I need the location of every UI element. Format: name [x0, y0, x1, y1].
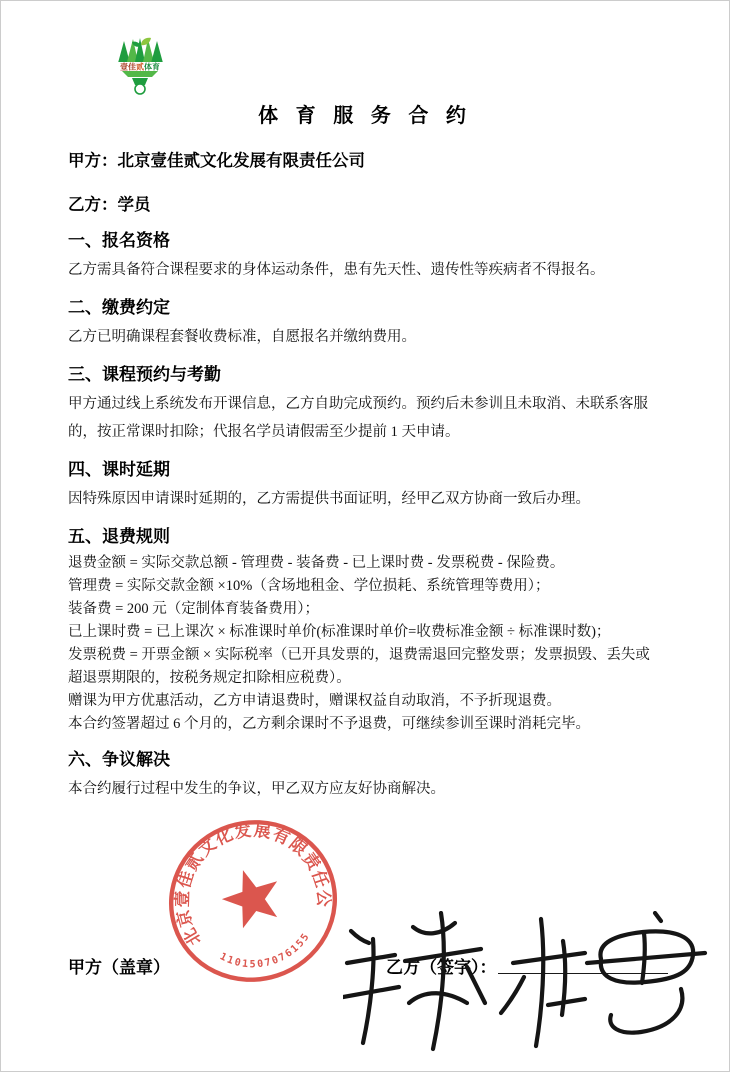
attended-fee-line: 已上课时费 = 已上课次 × 标准课时单价(标准课时单价=收费标准金额 ÷ 标准课时数)；: [68, 624, 611, 640]
svg-text:1101507076155: [216, 924, 318, 984]
section-4-heading: 四、课时延期: [68, 460, 170, 479]
party-a-line: 甲方：北京壹佳贰文化发展有限责任公司: [68, 152, 365, 170]
seal-registration-number: 1101507076155: [217, 930, 313, 971]
section-1-heading: 一、报名资格: [68, 231, 170, 250]
invoice-tax-line: 发票税费 = 开票金额 × 实际税率（已开具发票的，退费需退回完整发票；发票损毁、丢失或超退票期限的，按税务规定扣除相应税费）。: [68, 647, 650, 686]
gift-class-line: 赠课为甲方优惠活动，乙方申请退费时，赠课权益自动取消，不予折现退费。: [68, 693, 561, 709]
section-3-heading: 三、课程预约与考勤: [68, 365, 221, 384]
seal-star-icon: [215, 861, 287, 932]
party-b-line: 乙方：学员: [68, 196, 151, 214]
signature-area: [68, 807, 662, 1069]
handwritten-signature: [343, 911, 709, 1053]
six-month-line: 本合约签署超过 6 个月的，乙方剩余课时不予退费，可继续参训至课时消耗完毕。: [68, 716, 590, 732]
party-b-sign-label: 乙方（签字）：: [386, 958, 497, 977]
section-2-heading: 二、缴费约定: [68, 298, 170, 317]
section-6-heading: 六、争议解决: [68, 750, 170, 769]
section-6-paragraph: 本合约履行过程中发生的争议，甲乙双方应友好协商解决。: [68, 781, 445, 797]
shuttlecock-logo-icon: [108, 37, 172, 95]
management-fee-line: 管理费 = 实际交款金额 ×10%（含场地租金、学位损耗、系统管理等费用）；: [68, 578, 550, 594]
section-1-paragraph: 乙方需具备符合课程要求的身体运动条件，患有先天性、遗传性等疾病者不得报名。: [68, 262, 605, 278]
logo-text: 壹佳贰体育: [120, 62, 160, 72]
seal-company-name: 北京壹佳贰文化发展有限责任公司: [172, 820, 334, 949]
company-logo: [108, 37, 172, 95]
refund-formula-line: 退费金额 = 实际交款总额 - 管理费 - 装备费 - 已上课时费 - 发票税费 - 保险费。: [68, 555, 565, 571]
equipment-fee-line: 装备费 = 200 元（定制体育装备费用）；: [68, 601, 320, 617]
section-4-paragraph: 因特殊原因申请课时延期的，乙方需提供书面证明，经甲乙双方协商一致后办理。: [68, 491, 590, 507]
contract-title: 体 育 服 务 合 约: [258, 105, 472, 127]
section-2-paragraph: 乙方已明确课程套餐收费标准，自愿报名并缴纳费用。: [68, 329, 416, 345]
party-a-seal-label: 甲方（盖章）: [68, 958, 170, 977]
company-seal-stamp: [160, 815, 346, 987]
section-5-heading: 五、退费规则: [68, 527, 170, 546]
section-3-paragraph: 甲方通过线上系统发布开课信息，乙方自助完成预约。预约后未参训且未取消、未联系客服的，按正常课时扣除；代报名学员请假需至少提前 1 天申请。: [68, 396, 648, 440]
